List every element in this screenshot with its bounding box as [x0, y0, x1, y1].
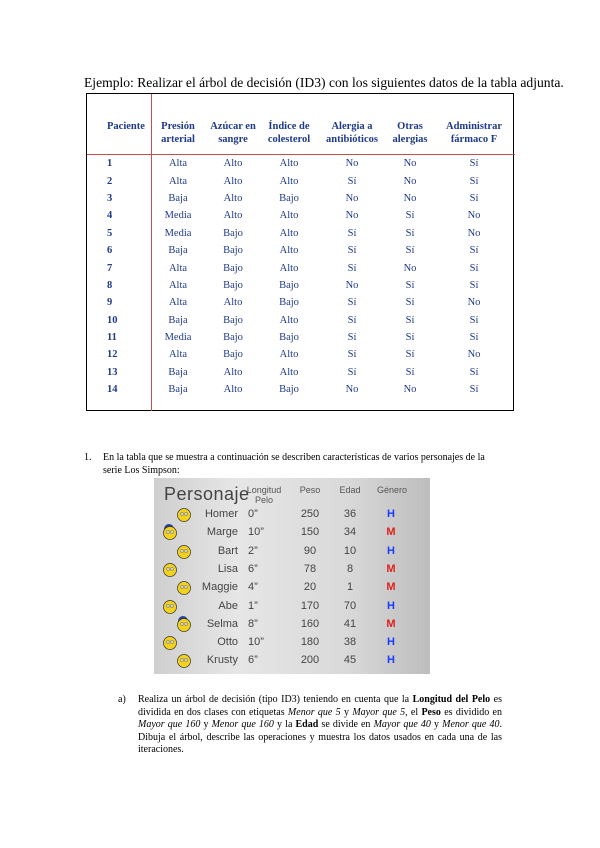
weight: 200 — [300, 654, 320, 667]
table-cell: Alto — [223, 297, 243, 309]
table-cell: 8 — [107, 279, 113, 291]
patient-col-header-line: Azúcar en — [210, 121, 256, 132]
patient-col-header — [387, 94, 433, 155]
table-row — [87, 207, 515, 224]
table-cell: Alta — [168, 279, 188, 291]
table-cell: Media — [164, 332, 192, 344]
patient-col-header — [205, 94, 261, 155]
gender: M — [386, 581, 396, 594]
table-cell: Sí — [405, 332, 415, 344]
table-cell: Sí — [469, 262, 479, 274]
qa-bold-longitud: Longitud del Pelo — [412, 694, 491, 705]
table-cell: Alto — [279, 227, 299, 239]
table-cell: Baja — [168, 192, 188, 204]
patient-table-header — [87, 94, 515, 155]
table-cell: Alto — [223, 210, 243, 222]
table-cell: Bajo — [279, 192, 299, 204]
table-cell: 3 — [107, 192, 113, 204]
table-cell: Sí — [405, 245, 415, 257]
table-cell: Sí — [347, 175, 357, 187]
list-item — [154, 651, 430, 669]
table-cell: Alta — [168, 262, 188, 274]
hair-length: 8” — [248, 617, 258, 630]
age: 1 — [346, 581, 354, 594]
qa-italic: Menor que 40 — [442, 719, 500, 730]
qa-text: se divide en — [318, 719, 374, 730]
table-cell: Bajo — [223, 245, 243, 257]
table-cell: Alta — [168, 175, 188, 187]
qa-text: es dividido en — [440, 706, 502, 718]
table-row — [87, 242, 515, 259]
qa-text: y — [340, 706, 353, 718]
character-name: Lisa — [217, 562, 238, 575]
table-cell: Alto — [279, 158, 299, 170]
table-cell: Alto — [279, 366, 299, 378]
col-header-longitud-line2: Pelo — [254, 495, 273, 505]
qa-italic: Menor que 5 — [287, 706, 341, 718]
list-item — [154, 633, 430, 651]
table-cell: Sí — [347, 245, 357, 257]
table-cell: 1 — [107, 158, 113, 170]
list-item — [154, 542, 430, 560]
patient-col-header — [317, 94, 387, 155]
table-cell: No — [467, 297, 481, 309]
qa-text: es dividida en dos clases con etiquetas — [138, 694, 502, 718]
table-row — [87, 294, 515, 311]
table-row — [87, 329, 515, 346]
table-cell: 2 — [107, 175, 113, 187]
table-cell: Alto — [279, 262, 299, 274]
question-a-label: a) — [118, 694, 126, 705]
gender: M — [386, 617, 396, 630]
table-cell: Sí — [347, 262, 357, 274]
table-cell: Sí — [405, 279, 415, 291]
table-cell: Alto — [223, 158, 243, 170]
table-cell: Bajo — [279, 332, 299, 344]
table-cell: Sí — [469, 384, 479, 396]
patient-col-header-line: colesterol — [267, 134, 311, 145]
table-cell: 4 — [107, 210, 113, 222]
table-cell: 13 — [107, 366, 118, 378]
table-cell: 12 — [107, 349, 118, 361]
table-row — [87, 346, 515, 363]
table-cell: Baja — [168, 245, 188, 257]
col-header-edad: Edad — [339, 485, 361, 495]
table-cell: 11 — [107, 332, 117, 344]
age: 38 — [343, 636, 357, 649]
table-cell: Sí — [469, 366, 479, 378]
table-cell: Sí — [469, 245, 479, 257]
gender: H — [387, 508, 395, 520]
table-cell: Sí — [405, 366, 415, 378]
gender: H — [387, 599, 395, 612]
hair-length: 6” — [248, 562, 258, 575]
weight: 170 — [300, 599, 320, 612]
table-row — [87, 259, 515, 276]
table-cell: Sí — [347, 349, 357, 361]
character-name: Krusty — [206, 654, 238, 667]
weight: 150 — [300, 526, 320, 539]
table-cell: 14 — [107, 384, 118, 396]
question-1-number: 1. — [84, 452, 92, 463]
table-cell: No — [467, 227, 481, 239]
table-cell: No — [403, 384, 417, 396]
hair-length: 10” — [248, 636, 264, 649]
patient-table-body — [87, 155, 515, 399]
table-cell: Sí — [347, 227, 357, 239]
character-name: Marge — [206, 526, 238, 539]
list-item — [154, 523, 430, 541]
character-name: Homer — [204, 508, 238, 520]
hair-length: 4” — [248, 581, 258, 594]
table-row — [87, 225, 515, 242]
simpsons-title: Personaje — [164, 484, 250, 504]
table-cell: No — [345, 210, 359, 222]
table-cell: Alto — [223, 175, 243, 187]
table-cell: 5 — [107, 227, 113, 239]
col-header-longitud-line1: Longitud — [246, 485, 282, 495]
patient-col-header-line: sangre — [218, 134, 248, 145]
table-cell: Alto — [279, 314, 299, 326]
table-row — [87, 312, 515, 329]
hair-length: 10” — [248, 526, 264, 539]
table-cell: Baja — [168, 314, 188, 326]
list-item — [154, 505, 430, 523]
character-name: Otto — [217, 636, 238, 649]
table-cell: Sí — [405, 297, 415, 309]
table-cell: No — [403, 158, 417, 170]
qa-text: Realiza un árbol de decisión (tipo ID3) teniendo en cuenta que la — [138, 694, 413, 705]
qa-text: , el — [405, 706, 422, 718]
table-cell: 6 — [107, 245, 113, 257]
hair-length: 1” — [248, 599, 258, 612]
table-cell: Sí — [469, 158, 479, 170]
patient-col-header-line: arterial — [161, 134, 195, 145]
patient-col-header-line: antibióticos — [326, 134, 378, 145]
qa-text: y — [430, 719, 443, 730]
age: 8 — [346, 562, 354, 575]
patient-table — [87, 94, 515, 398]
qa-italic: Mayor que 160 — [138, 719, 201, 730]
table-cell: No — [345, 384, 359, 396]
table-cell: Alta — [168, 349, 188, 361]
table-cell: No — [345, 158, 359, 170]
qa-text: y — [200, 719, 212, 730]
patient-col-header-line: Otras — [397, 121, 423, 132]
table-cell: Alto — [279, 245, 299, 257]
patient-col-header-line: Paciente — [107, 121, 145, 132]
example-heading: Ejemplo: Realizar el árbol de decisión (ID3) con los siguientes datos de la tabla adjunta. — [84, 75, 564, 90]
table-cell: Alto — [223, 384, 243, 396]
qa-italic: Menor que 160 — [211, 719, 274, 730]
table-cell: Sí — [347, 366, 357, 378]
table-cell: Baja — [168, 366, 188, 378]
age: 45 — [343, 654, 357, 667]
table-row — [87, 190, 515, 207]
gender: M — [386, 562, 396, 575]
qa-text: y la — [273, 719, 296, 730]
question-1-text: En la tabla que se muestra a continuación se describen características de varios personajes de la serie Los Simpson: — [103, 452, 485, 476]
hair-length: 6” — [248, 654, 258, 667]
qa-italic: Mayor que 40 — [373, 719, 431, 730]
table-cell: 7 — [107, 262, 113, 274]
table-cell: Sí — [405, 227, 415, 239]
table-cell: Alto — [279, 210, 299, 222]
table-cell: Alto — [279, 349, 299, 361]
table-cell: No — [403, 175, 417, 187]
table-cell: Bajo — [223, 349, 243, 361]
patient-col-header-line: Administrar — [446, 121, 502, 132]
col-header-peso: Peso — [299, 485, 321, 495]
weight: 180 — [300, 636, 320, 649]
gender: H — [387, 654, 395, 667]
table-cell: Sí — [469, 314, 479, 326]
age: 70 — [343, 599, 357, 612]
col-header-genero: Género — [376, 485, 408, 495]
table-cell: Sí — [469, 332, 479, 344]
qa-bold-edad: Edad — [295, 719, 319, 730]
list-item — [154, 560, 430, 578]
table-cell: 10 — [107, 314, 118, 326]
gender: H — [387, 544, 395, 557]
table-cell: Bajo — [279, 279, 299, 291]
table-cell: No — [467, 349, 481, 361]
table-cell: Alta — [168, 158, 188, 170]
table-cell: No — [345, 192, 359, 204]
table-cell: Bajo — [223, 227, 243, 239]
table-cell: No — [467, 210, 481, 222]
patient-col-header-line: Presión — [161, 121, 195, 132]
age: 10 — [343, 544, 357, 557]
table-cell: Sí — [405, 210, 415, 222]
table-cell: 9 — [107, 297, 113, 309]
gender: M — [386, 526, 396, 539]
table-cell: No — [345, 279, 359, 291]
weight: 90 — [303, 544, 317, 557]
table-row — [87, 277, 515, 294]
weight: 160 — [300, 617, 320, 630]
table-cell: Sí — [469, 175, 479, 187]
table-cell: Sí — [347, 297, 357, 309]
table-cell: Bajo — [223, 314, 243, 326]
hair-length: 0” — [248, 508, 258, 520]
table-cell: Media — [164, 227, 192, 239]
table-cell: Sí — [469, 279, 479, 291]
age: 41 — [343, 617, 357, 630]
table-cell: Sí — [347, 332, 357, 344]
qa-italic: Mayor que 5 — [352, 706, 406, 718]
patient-col-header — [87, 94, 151, 155]
patient-col-header — [261, 94, 317, 155]
table-cell: Baja — [168, 384, 188, 396]
qa-bold-peso: Peso — [421, 706, 441, 718]
weight: 78 — [303, 562, 317, 575]
list-item — [154, 615, 430, 633]
table-row — [87, 381, 515, 398]
table-cell: Bajo — [223, 332, 243, 344]
table-cell: Alto — [223, 192, 243, 204]
patient-col-header-line: Índice de — [268, 121, 310, 132]
patient-col-header — [433, 94, 515, 155]
table-cell: Sí — [469, 192, 479, 204]
table-cell: No — [403, 192, 417, 204]
table-cell: No — [403, 262, 417, 274]
age: 34 — [343, 526, 357, 539]
patient-col-header-line: Alergia a — [331, 121, 373, 132]
patient-col-header-line: alergias — [392, 134, 428, 145]
character-name: Abe — [218, 599, 238, 612]
character-name: Bart — [217, 544, 238, 557]
patient-col-header — [151, 94, 205, 155]
weight: 20 — [303, 581, 317, 594]
weight: 250 — [300, 508, 320, 520]
table-cell: Alta — [168, 297, 188, 309]
list-item — [154, 578, 430, 596]
gender: H — [387, 636, 395, 649]
table-cell: Bajo — [223, 262, 243, 274]
table-cell: Bajo — [279, 384, 299, 396]
table-cell: Alto — [279, 175, 299, 187]
table-cell: Sí — [405, 314, 415, 326]
question-a-body — [138, 694, 502, 757]
table-cell: Sí — [347, 314, 357, 326]
table-cell: Bajo — [279, 297, 299, 309]
table-cell: Bajo — [223, 279, 243, 291]
patient-table-box — [86, 93, 514, 411]
list-item — [154, 597, 430, 615]
table-row — [87, 155, 515, 173]
character-name: Maggie — [201, 581, 238, 594]
character-name: Selma — [206, 617, 238, 630]
patient-col-header-line: fármaco F — [450, 134, 498, 145]
qa-text: . Dibuja el árbol, describe las operaciones y muestra los datos usados en cada una de las iteraciones. — [138, 719, 502, 755]
table-cell: Media — [164, 210, 192, 222]
table-row — [87, 364, 515, 381]
age: 36 — [343, 508, 357, 520]
hair-length: 2” — [248, 544, 258, 557]
col-header-longitud — [242, 485, 286, 505]
table-cell: Sí — [405, 349, 415, 361]
table-row — [87, 172, 515, 189]
table-cell: Alto — [223, 366, 243, 378]
simpsons-table-image — [154, 478, 430, 674]
